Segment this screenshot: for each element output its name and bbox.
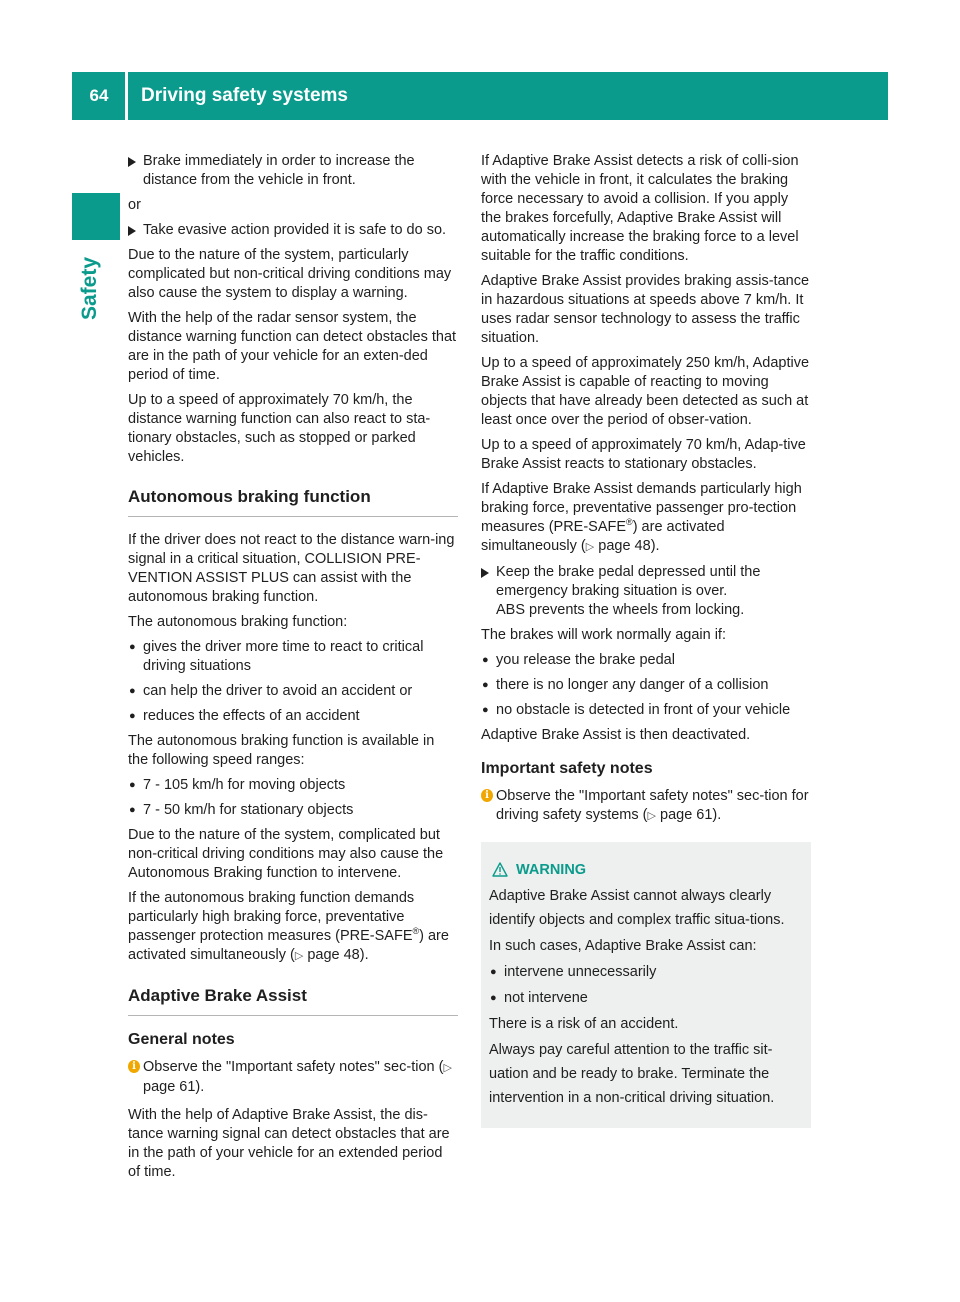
text-span: ) are activated simultaneously ( bbox=[481, 519, 725, 554]
paragraph: If the driver does not react to the distance warn-ing signal in a critical situation, COLLISION PRE-VENTION ASSIST PLUS can assist with the autonomous braking function. bbox=[128, 532, 455, 605]
arrow-right-icon bbox=[128, 226, 136, 236]
text-span: Observe the "Important safety notes" sec-tion for driving safety systems ( bbox=[496, 788, 809, 823]
paragraph: With the help of Adaptive Brake Assist, the dis-tance warning signal can detect obstacles that are in the path of your vehicle for an extended period of time. bbox=[128, 1107, 450, 1180]
paragraph: The autonomous braking function is available in the following speed ranges: bbox=[128, 733, 435, 768]
list-item-text: not intervene bbox=[504, 990, 588, 1006]
list-item bbox=[128, 776, 458, 795]
arrow-right-icon bbox=[481, 568, 489, 578]
paragraph: With the help of the radar sensor system, the distance warning function can detect obstacles that are in the path of your vehicle for an exten-ded period of time. bbox=[128, 310, 457, 383]
bullet-icon: ● bbox=[482, 704, 489, 716]
page-ref-arrow-icon: ▷ bbox=[647, 810, 656, 822]
list-item-text: no obstacle is detected in front of your vehicle bbox=[496, 702, 791, 718]
heading-autonomous-braking: Autonomous braking function bbox=[128, 487, 458, 517]
bullet-icon: ● bbox=[490, 992, 497, 1004]
list-item bbox=[481, 651, 811, 670]
info-icon: i bbox=[481, 789, 493, 802]
page-ref-arrow-icon: ▷ bbox=[585, 541, 595, 553]
instruction-step bbox=[128, 152, 458, 190]
list-item-text: you release the brake pedal bbox=[496, 652, 675, 668]
page-ref-arrow-icon: ▷ bbox=[443, 1062, 452, 1074]
heading-general-notes: General notes bbox=[128, 1031, 235, 1048]
text-span: ). bbox=[712, 807, 722, 823]
registered-mark: ® bbox=[412, 926, 420, 937]
text-span: ). bbox=[650, 538, 660, 554]
list-item bbox=[481, 676, 811, 695]
right-column bbox=[481, 152, 811, 1128]
paragraph: Due to the nature of the system, particularly complicated but non-critical driving conditions may also cause the system to display a warning. bbox=[128, 247, 452, 301]
instruction-step bbox=[481, 563, 811, 620]
left-column bbox=[128, 152, 458, 1188]
bullet-icon: ● bbox=[129, 685, 136, 697]
bullet-icon: ● bbox=[129, 710, 136, 722]
warning-triangle-icon bbox=[492, 862, 508, 877]
paragraph: Due to the nature of the system, complicated but non-critical driving conditions may also cause the Autonomous Braking function to intervene. bbox=[128, 827, 444, 881]
page-reference-link[interactable]: page 61 bbox=[660, 807, 713, 823]
list-item bbox=[128, 638, 458, 676]
paragraph: Up to a speed of approximately 70 km/h, the distance warning function can also react to sta-tionary obstacles, such as stopped or parked vehicles. bbox=[128, 392, 431, 465]
paragraph: The brakes will work normally again if: bbox=[481, 627, 726, 643]
info-note bbox=[128, 1058, 458, 1097]
text-span: If Adaptive Brake Assist demands particularly high braking force, preventative passenger pro-tection measures (PRE-SAFE bbox=[481, 481, 802, 535]
text-span: If the autonomous braking function demands particularly high braking force, preventative passenger protection measures (PRE-SAFE bbox=[128, 890, 415, 944]
instruction-text: ABS prevents the wheels from locking. bbox=[496, 602, 745, 618]
list-item-text: intervene unnecessarily bbox=[504, 964, 657, 980]
instruction-step bbox=[128, 221, 458, 240]
info-icon: i bbox=[128, 1060, 140, 1073]
paragraph: Adaptive Brake Assist provides braking assis-tance in hazardous situations at speeds above 7 km/h. It uses radar sensor technology to assess the traffic situation. bbox=[481, 273, 810, 346]
list-item bbox=[128, 707, 458, 726]
heading-adaptive-brake-assist: Adaptive Brake Assist bbox=[128, 986, 458, 1016]
list-item-text: gives the driver more time to react to critical driving situations bbox=[143, 639, 424, 674]
paragraph: If Adaptive Brake Assist detects a risk of colli-sion with the vehicle in front, it calculates the braking force necessary to avoid a collision. If you apply the brakes forcefully, Adaptive Brake Assist will automatically increase the braking force to a level suitable for the traffic conditions. bbox=[481, 153, 799, 264]
list-item-text: reduces the effects of an accident bbox=[143, 708, 360, 724]
list-item bbox=[128, 682, 458, 701]
text-span: Observe the "Important safety notes" sec-tion ( bbox=[143, 1059, 444, 1075]
side-tab-marker bbox=[72, 193, 120, 240]
warning-box bbox=[481, 842, 811, 1128]
header-separator bbox=[125, 72, 128, 120]
paragraph: Up to a speed of approximately 70 km/h, Adap-tive Brake Assist reacts to stationary obstacles. bbox=[481, 437, 806, 472]
paragraph: In such cases, Adaptive Brake Assist can: bbox=[489, 938, 757, 954]
text-span: ) are activated simultaneously ( bbox=[128, 928, 449, 963]
instruction-text: Brake immediately in order to increase the distance from the vehicle in front. bbox=[143, 153, 415, 188]
page-ref-arrow-icon: ▷ bbox=[294, 950, 304, 962]
bullet-icon: ● bbox=[129, 641, 136, 653]
page-reference-link[interactable]: page 48 bbox=[598, 538, 651, 554]
page-number: 64 bbox=[89, 86, 109, 105]
heading-important-safety-notes: Important safety notes bbox=[481, 760, 653, 777]
bullet-icon: ● bbox=[129, 804, 136, 816]
paragraph: or bbox=[128, 197, 141, 213]
instruction-text: Take evasive action provided it is safe to do so. bbox=[143, 222, 447, 238]
page-reference-link[interactable]: page 61 bbox=[143, 1079, 196, 1095]
text-span: ). bbox=[195, 1079, 205, 1095]
paragraph: The autonomous braking function: bbox=[128, 614, 348, 630]
warning-title-text: WARNING bbox=[516, 862, 587, 878]
list-item-text: can help the driver to avoid an accident or bbox=[143, 683, 413, 699]
bullet-icon: ● bbox=[482, 679, 489, 691]
section-title: Driving safety systems bbox=[141, 85, 348, 106]
paragraph: Adaptive Brake Assist cannot always clearly identify objects and complex traffic situa-tions. bbox=[489, 888, 785, 928]
paragraph: There is a risk of an accident. bbox=[489, 1016, 679, 1032]
side-tab-label: Safety bbox=[78, 256, 101, 320]
page-reference-link[interactable]: page 48 bbox=[307, 947, 360, 963]
list-item bbox=[489, 960, 803, 984]
list-item-text: 7 - 50 km/h for stationary objects bbox=[143, 802, 354, 818]
list-item-text: 7 - 105 km/h for moving objects bbox=[143, 777, 346, 793]
instruction-text: Keep the brake pedal depressed until the emergency braking situation is over. bbox=[496, 564, 761, 599]
paragraph bbox=[481, 480, 811, 557]
registered-mark: ® bbox=[626, 517, 633, 528]
bullet-icon: ● bbox=[129, 779, 136, 791]
list-item bbox=[481, 701, 811, 720]
warning-title bbox=[489, 858, 803, 882]
paragraph: Up to a speed of approximately 250 km/h, Adaptive Brake Assist is capable of reacting to moving objects that have already been detected as such at least once over the period of obser-vation. bbox=[481, 355, 810, 428]
bullet-icon: ● bbox=[482, 654, 489, 666]
info-note bbox=[481, 787, 811, 826]
paragraph: Adaptive Brake Assist is then deactivated. bbox=[481, 727, 751, 743]
list-item bbox=[489, 986, 803, 1010]
paragraph: Always pay careful attention to the traffic sit-uation and be ready to brake. Terminate the intervention in a non-critical driving situation. bbox=[489, 1042, 775, 1106]
bullet-icon: ● bbox=[490, 966, 497, 978]
paragraph bbox=[128, 889, 458, 966]
text-span: ). bbox=[359, 947, 369, 963]
list-item bbox=[128, 801, 458, 820]
arrow-right-icon bbox=[128, 157, 136, 167]
list-item-text: there is no longer any danger of a collision bbox=[496, 677, 769, 693]
